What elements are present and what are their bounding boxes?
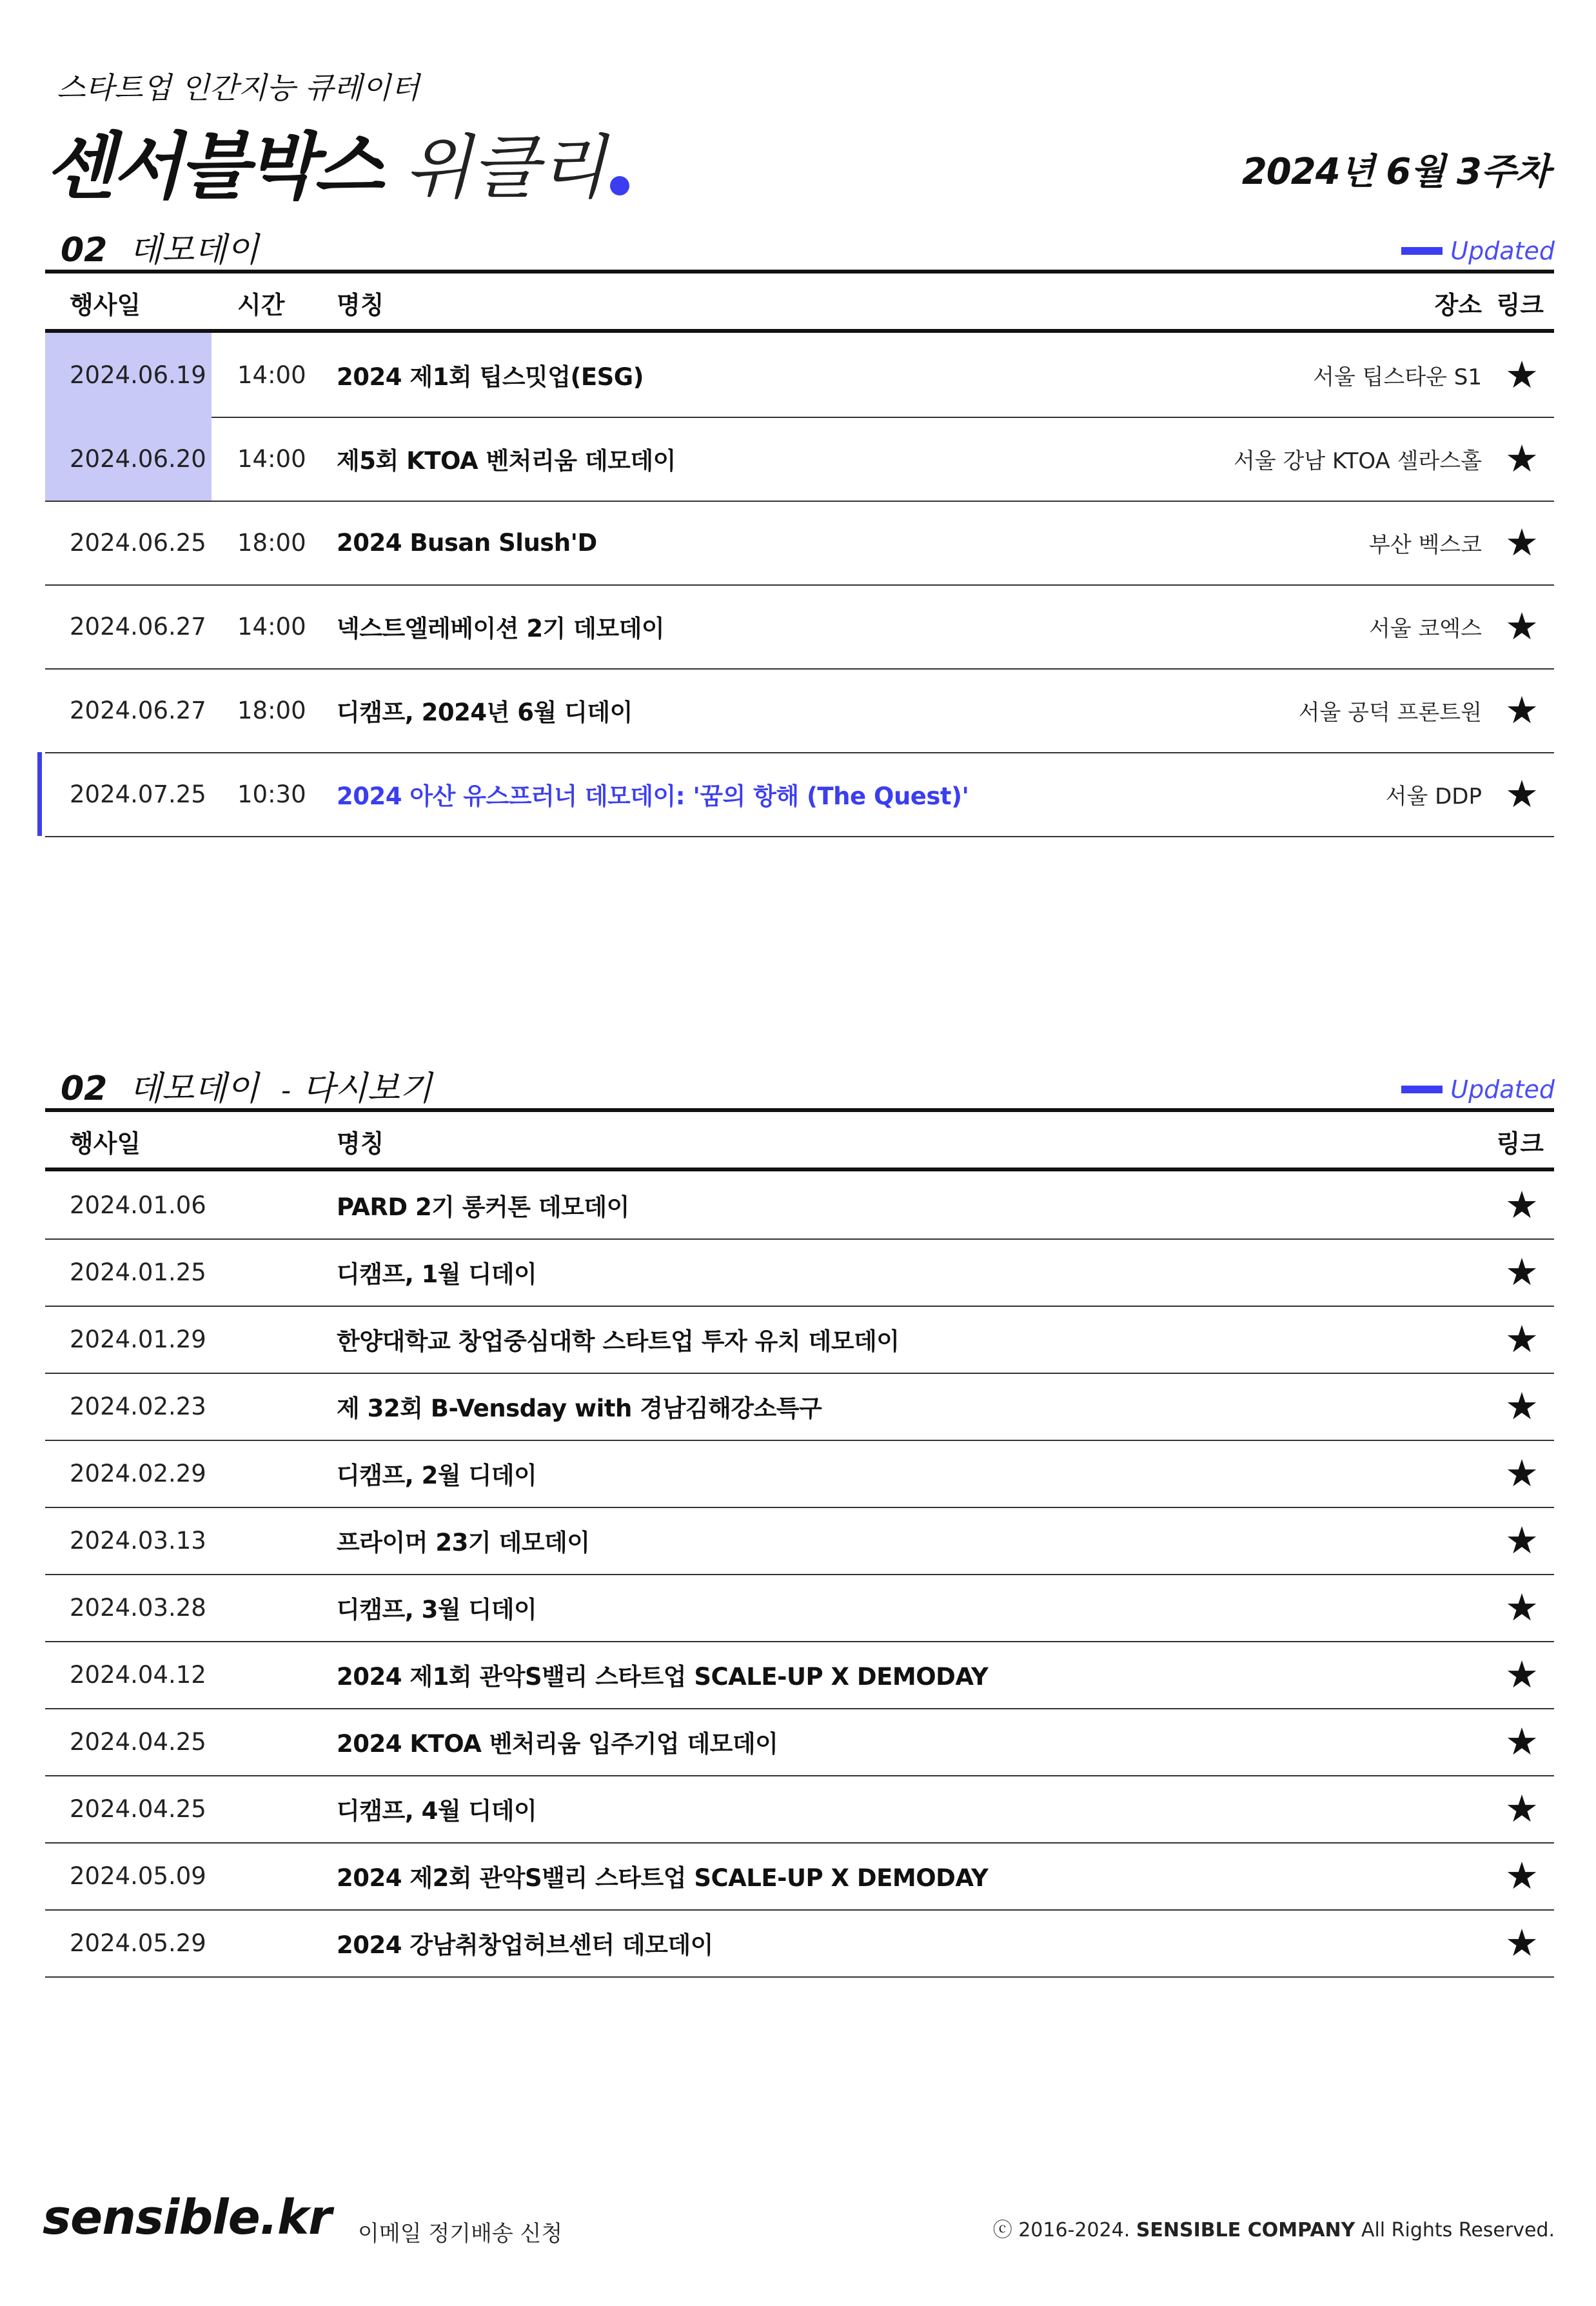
section2-separator: - — [281, 1075, 291, 1106]
table-row — [45, 1909, 1554, 1978]
link-star-icon[interactable]: ★ — [1505, 1787, 1539, 1831]
table-row — [45, 584, 1554, 670]
table-row — [45, 1574, 1554, 1642]
link-star-icon[interactable]: ★ — [1505, 1384, 1539, 1428]
col-date-header: 행사일 — [70, 1129, 141, 1158]
link-star-icon[interactable]: ★ — [1505, 1451, 1539, 1495]
row-name: 2024 Busan Slush'D — [337, 528, 597, 557]
section1-label: 데모데이 — [129, 231, 259, 270]
row-time: 14:00 — [237, 361, 306, 389]
row-name: 디캠프, 1월 디데이 — [337, 1260, 537, 1288]
row-date: 2024.02.29 — [70, 1459, 206, 1487]
table-row — [45, 1641, 1554, 1709]
updated-bar — [1401, 247, 1443, 255]
link-star-icon[interactable]: ★ — [1505, 437, 1539, 481]
link-star-icon[interactable]: ★ — [1505, 521, 1539, 564]
section2-updated-badge — [1401, 1075, 1555, 1104]
row-name: 2024 KTOA 벤처리움 입주기업 데모데이 — [337, 1730, 778, 1758]
row-time: 10:30 — [237, 780, 306, 808]
row-date: 2024.04.25 — [70, 1727, 206, 1756]
row-date: 2024.02.23 — [70, 1392, 206, 1420]
section2-label: 데모데이 — [129, 1069, 259, 1108]
table-row — [45, 333, 1554, 418]
rights-text: All Rights Reserved. — [1361, 2219, 1555, 2241]
link-star-icon[interactable]: ★ — [1505, 1921, 1539, 1965]
table-row — [45, 417, 1554, 502]
col-date-header: 행사일 — [70, 291, 141, 319]
col-name-header: 명칭 — [337, 291, 384, 319]
link-star-icon[interactable]: ★ — [1505, 688, 1539, 732]
col-name-header: 명칭 — [337, 1129, 384, 1158]
table-top-rule — [45, 1108, 1554, 1112]
link-star-icon[interactable]: ★ — [1505, 1720, 1539, 1764]
link-star-icon[interactable]: ★ — [1505, 353, 1539, 397]
company-name: SENSIBLE COMPANY — [1136, 2219, 1355, 2241]
row-date: 2024.06.27 — [70, 696, 206, 724]
row-name: 한양대학교 창업중심대학 스타트업 투자 유치 데모데이 — [337, 1327, 900, 1355]
section2-title — [61, 1061, 432, 1109]
row-name: 2024 제2회 관악S밸리 스타트업 SCALE-UP X DEMODAY — [337, 1864, 989, 1892]
demoday-table — [45, 270, 1554, 837]
table-row — [45, 1842, 1554, 1911]
row-name: 제5회 KTOA 벤처리움 데모데이 — [337, 447, 676, 475]
replay-table — [45, 1108, 1554, 2011]
new-row-accent — [37, 752, 42, 836]
link-star-icon[interactable]: ★ — [1505, 1518, 1539, 1562]
row-date: 2024.03.13 — [70, 1526, 206, 1555]
updated-label: Updated — [1450, 1075, 1555, 1104]
row-name: PARD 2기 롱커톤 데모데이 — [337, 1193, 629, 1221]
row-name: 2024 강남취창업허브센터 데모데이 — [337, 1931, 713, 1959]
section1-updated-badge — [1401, 237, 1555, 265]
section2-number: 02 — [61, 1069, 108, 1108]
row-name: 프라이머 23기 데모데이 — [337, 1529, 590, 1556]
row-date: 2024.06.25 — [70, 528, 206, 557]
col-place-header: 장소 — [1434, 291, 1482, 319]
row-name: 2024 제1회 관악S밸리 스타트업 SCALE-UP X DEMODAY — [337, 1663, 989, 1691]
link-star-icon[interactable]: ★ — [1505, 1317, 1539, 1361]
table-row — [45, 1238, 1554, 1307]
col-time-header: 시간 — [237, 291, 285, 319]
table-row — [45, 1708, 1554, 1776]
updated-label: Updated — [1450, 237, 1555, 265]
row-time: 14:00 — [237, 612, 306, 641]
row-date: 2024.04.12 — [70, 1660, 206, 1689]
table-row — [45, 1171, 1554, 1240]
row-date: 2024.05.29 — [70, 1929, 206, 1957]
col-link-header: 링크 — [1496, 1129, 1544, 1158]
table-row — [45, 1507, 1554, 1575]
brand-dot — [610, 176, 629, 195]
row-time: 18:00 — [237, 528, 306, 557]
row-date: 2024.04.25 — [70, 1794, 206, 1823]
brand-weekly-title: 위클리 — [404, 128, 606, 208]
row-place: 부산 벡스코 — [1368, 532, 1482, 558]
row-time: 14:00 — [237, 444, 306, 473]
row-place: 서울 팁스타운 S1 — [1313, 364, 1482, 390]
copyright-prefix: ⓒ 2016-2024. — [992, 2219, 1130, 2241]
subscribe-link[interactable]: 이메일 정기배송 신청 — [358, 2221, 563, 2247]
row-date: 2024.03.28 — [70, 1593, 206, 1622]
row-name: 넥스트엘레베이션 2기 데모데이 — [337, 615, 665, 642]
copyright — [993, 2214, 1555, 2242]
row-date: 2024.06.20 — [45, 417, 212, 501]
table-top-rule — [45, 270, 1554, 273]
brand-main-title: 센서블박스 — [45, 125, 381, 209]
table-row — [45, 668, 1554, 753]
table-row — [45, 501, 1554, 586]
link-star-icon[interactable]: ★ — [1505, 772, 1539, 816]
row-place: 서울 코엑스 — [1368, 615, 1482, 642]
table-row — [45, 752, 1554, 837]
row-date: 2024.06.27 — [70, 612, 206, 641]
row-date: 2024.05.09 — [70, 1862, 206, 1890]
col-link-header: 링크 — [1496, 291, 1544, 319]
row-date: 2024.06.19 — [45, 333, 212, 417]
row-place: 서울 공덕 프론트원 — [1298, 699, 1482, 726]
header-subtitle: 스타트업 인간지능 큐레이터 — [57, 70, 420, 105]
row-place: 서울 DDP — [1385, 783, 1482, 810]
row-date: 2024.01.29 — [70, 1325, 206, 1353]
table-row — [45, 1373, 1554, 1441]
row-date: 2024.01.25 — [70, 1258, 206, 1286]
brand-logo — [45, 106, 629, 209]
row-name: 2024 아산 유스프러너 데모데이: '꿈의 항해 (The Quest)' — [337, 782, 969, 810]
table-row — [45, 1775, 1554, 1844]
section1-number: 02 — [61, 231, 108, 270]
link-star-icon[interactable]: ★ — [1505, 1183, 1539, 1227]
row-place: 서울 강남 KTOA 셀라스홀 — [1233, 448, 1482, 474]
row-name: 제 32회 B-Vensday with 경남김해강소특구 — [337, 1395, 822, 1422]
row-name: 디캠프, 4월 디데이 — [337, 1797, 537, 1825]
link-star-icon[interactable]: ★ — [1505, 1653, 1539, 1696]
section1-title — [61, 223, 259, 271]
row-name: 디캠프, 2월 디데이 — [337, 1462, 537, 1489]
updated-bar — [1401, 1086, 1443, 1093]
footer-brand[interactable]: sensible.kr — [43, 2190, 331, 2245]
link-star-icon[interactable]: ★ — [1505, 604, 1539, 648]
row-time: 18:00 — [237, 696, 306, 724]
row-name: 디캠프, 3월 디데이 — [337, 1596, 537, 1624]
row-name: 2024 제1회 팁스밋업(ESG) — [337, 363, 644, 391]
row-date: 2024.07.25 — [70, 780, 206, 808]
table-row — [45, 1440, 1554, 1508]
link-star-icon[interactable]: ★ — [1505, 1854, 1539, 1898]
row-name: 디캠프, 2024년 6월 디데이 — [337, 699, 633, 726]
link-star-icon[interactable]: ★ — [1505, 1585, 1539, 1629]
link-star-icon[interactable]: ★ — [1505, 1250, 1539, 1294]
issue-date: 2024년 6월 3주차 — [1241, 151, 1550, 193]
section2-subtitle: 다시보기 — [302, 1069, 432, 1108]
row-date: 2024.01.06 — [70, 1191, 206, 1219]
table-row — [45, 1306, 1554, 1374]
